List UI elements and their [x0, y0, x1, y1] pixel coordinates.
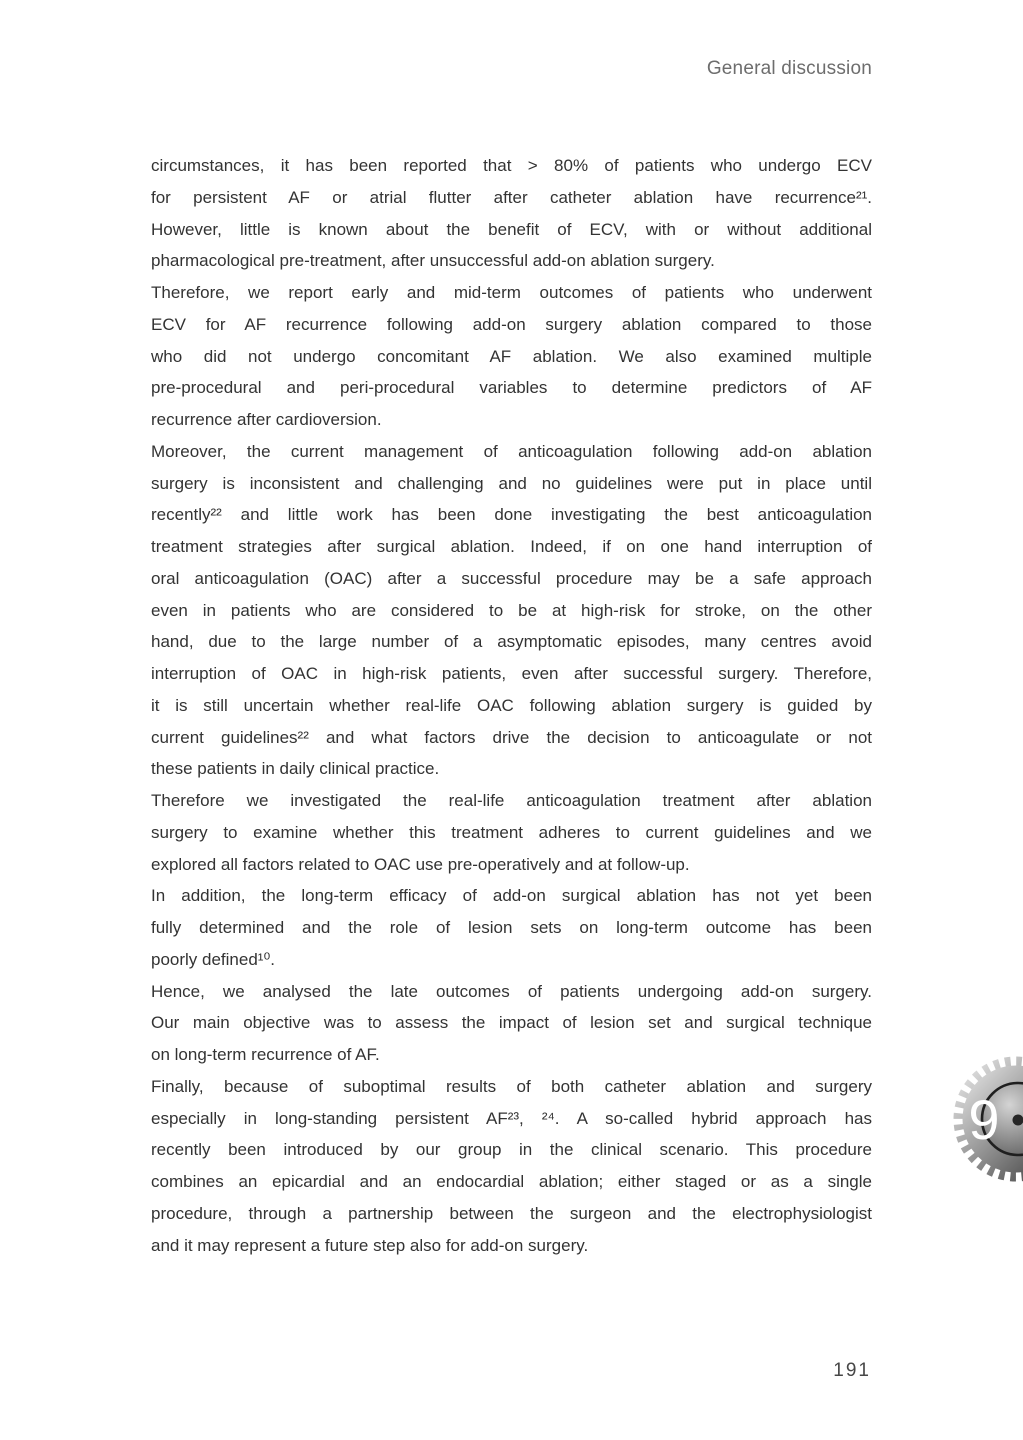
body-line: combines an epicardial and an endocardial ablation; either staged or as a single [151, 1172, 872, 1191]
body-line: explored all factors related to OAC use pre-operatively and at follow-up. [151, 854, 690, 874]
body-line: Hence, we analysed the late outcomes of patients undergoing add-on surgery. [151, 981, 872, 1001]
body-line: it is still uncertain whether real-life OAC following ablation surgery is guided by [151, 695, 872, 715]
body-line: Finally, because of suboptimal results of both catheter ablation and surgery [151, 1076, 872, 1096]
body-line: surgery to examine whether this treatment adheres to current guidelines and we [151, 822, 872, 842]
body-line: pre-procedural and peri-procedural variables to determine predictors of AF [151, 378, 872, 398]
body-line: surgery is inconsistent and challenging and no guidelines were put in place until [151, 473, 872, 493]
body-line: especially in long-standing persistent AF²³, ²⁴. A so-called hybrid approach has [151, 1108, 872, 1128]
body-line: ECV for AF recurrence following add-on surgery ablation compared to those [151, 314, 872, 334]
body-line: In addition, the long-term efficacy of add-on surgical ablation has not yet been [151, 886, 872, 906]
running-head: General discussion [706, 58, 872, 79]
body-line: even in patients who are considered to be at high-risk for stroke, on the other [151, 600, 872, 620]
body-line: and it may represent a future step also for add-on surgery. [151, 1235, 589, 1255]
chapter-gear-badge [946, 1049, 1023, 1189]
body-line: oral anticoagulation (OAC) after a successful procedure may be a safe approach [151, 568, 872, 588]
body-line: interruption of OAC in high-risk patients, even after successful surgery. Therefore, [151, 664, 872, 683]
body-line: who did not undergo concomitant AF ablation. We also examined multiple [151, 346, 872, 366]
body-line: recently²² and little work has been done investigating the best anticoagulation [151, 505, 872, 525]
body-line: Therefore, we report early and mid-term outcomes of patients who underwent [151, 283, 872, 302]
chapter-number: 9 [968, 1088, 1000, 1151]
body-line: Our main objective was to assess the impact of lesion set and surgical technique [151, 1013, 872, 1033]
body-line: hand, due to the large number of a asymptomatic episodes, many centres avoid [151, 632, 872, 652]
body-line: Moreover, the current management of anticoagulation following add-on ablation [151, 441, 872, 461]
body-line: these patients in daily clinical practice. [151, 759, 440, 779]
body-line: circumstances, it has been reported that > 80% of patients who undergo ECV [151, 156, 872, 175]
body-line: for persistent AF or atrial flutter after catheter ablation have recurrence²¹. [151, 187, 872, 207]
body-line: recurrence after cardioversion. [151, 410, 382, 429]
gear-hub-dot [1013, 1115, 1023, 1126]
body-line: recently been introduced by our group in the clinical scenario. This procedure [151, 1140, 872, 1160]
body-line: treatment strategies after surgical ablation. Indeed, if on one hand interruption of [151, 537, 872, 556]
body-line: on long-term recurrence of AF. [151, 1045, 380, 1064]
body-line: pharmacological pre-treatment, after unsuccessful add-on ablation surgery. [151, 251, 715, 271]
body-line: However, little is known about the benefit of ECV, with or without additional [151, 219, 872, 239]
body-line: procedure, through a partnership between the surgeon and the electrophysiologist [151, 1203, 872, 1223]
gear-icon [946, 1049, 1023, 1189]
body-line: fully determined and the role of lesion sets on long-term outcome has been [151, 918, 872, 937]
page-number: 191 [833, 1360, 871, 1381]
body-line: Therefore we investigated the real-life anticoagulation treatment after ablation [151, 791, 872, 810]
body-line: poorly defined¹⁰. [151, 949, 275, 969]
body-text [151, 150, 872, 1261]
body-line: current guidelines²² and what factors drive the decision to anticoagulate or not [151, 727, 872, 747]
